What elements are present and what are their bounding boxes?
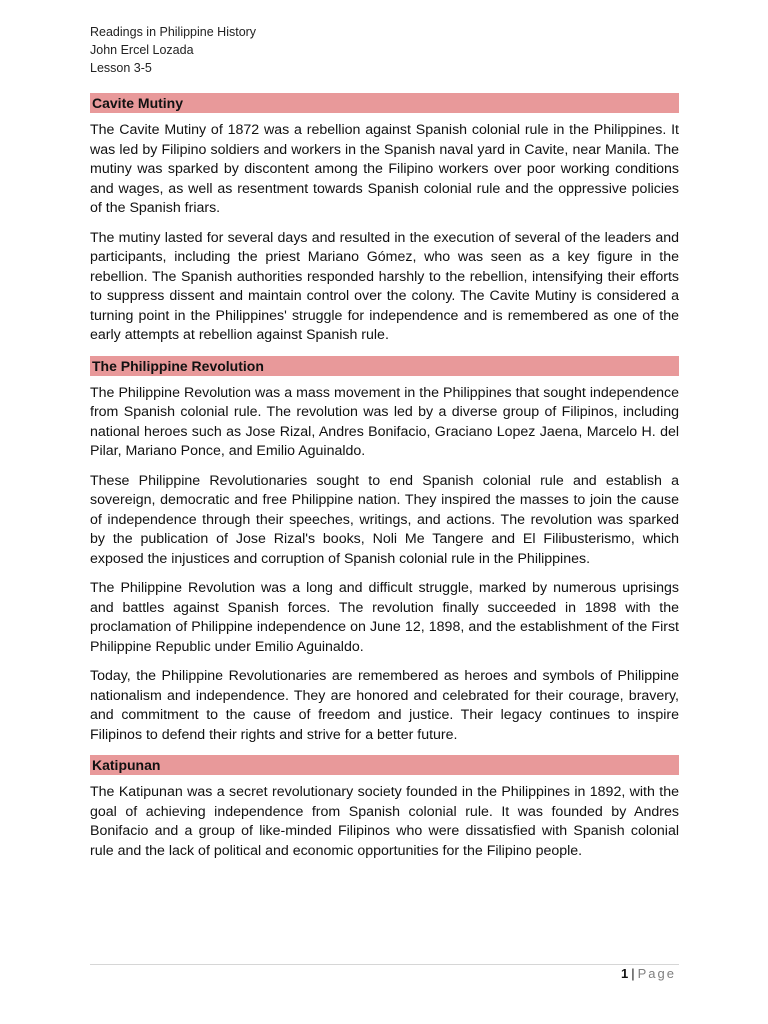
document-header bbox=[90, 23, 256, 77]
paragraph: The Philippine Revolution was a long and difficult struggle, marked by numerous uprisings and battles against Spanish forces. The revolution finally succeeded in 1898 with the proclamation of Philippine independence on June 12, 1898, and the establishment of the First Philippine Republic under Emilio Aguinaldo. bbox=[90, 580, 679, 655]
page-separator: | bbox=[631, 966, 635, 981]
footer-divider bbox=[90, 964, 679, 965]
section-heading-cavite-mutiny: Cavite Mutiny bbox=[90, 93, 679, 113]
paragraph: These Philippine Revolutionaries sought to end Spanish colonial rule and establish a sovereign, democratic and free Philippine nation. They inspired the masses to join the cause of independence through their speeches, writings, and actions. The revolution was sparked by the publication of Jose Rizal's books, Noli Me Tangere and El Filibusterismo, which exposed the injustices and corruption of Spanish colonial rule in the Philippines. bbox=[90, 472, 679, 567]
page-footer bbox=[621, 966, 676, 981]
section-heading-philippine-revolution: The Philippine Revolution bbox=[90, 356, 679, 376]
paragraph: The Cavite Mutiny of 1872 was a rebellion against Spanish colonial rule in the Philippines. It was led by Filipino soldiers and workers in the Spanish naval yard in Cavite, near Manila. The mutiny was sparked by discontent among the Filipino workers over poor working conditions and wages, as well as resentment towards Spanish colonial rule and the oppressive policies of the Spanish friars. bbox=[90, 122, 679, 216]
document-body bbox=[90, 93, 679, 871]
paragraph: The Philippine Revolution was a mass movement in the Philippines that sought independence from Spanish colonial rule. The revolution was led by a diverse group of Filipinos, including national heroes such as Jose Rizal, Andres Bonifacio, Graciano Lopez Jaena, Marcelo H. del Pilar, Mariano Ponce, and Emilio Aguinaldo. bbox=[90, 384, 679, 459]
lesson-label: Lesson 3-5 bbox=[90, 61, 152, 75]
author-name: John Ercel Lozada bbox=[90, 43, 194, 57]
paragraph: The mutiny lasted for several days and resulted in the execution of several of the leaders and participants, including the priest Mariano Gómez, who was seen as a key figure in the rebellion. The Spanish authorities responded harshly to the rebellion, intensifying their efforts to suppress dissent and maintain control over the colony. The Cavite Mutiny is considered a turning point in the Philippines' struggle for independence and is remembered as one of the early attempts at rebellion against Spanish rule. bbox=[90, 229, 679, 343]
paragraph: The Katipunan was a secret revolutionary society founded in the Philippines in 1892, with the goal of achieving independence from Spanish colonial rule. It was founded by Andres Bonifacio and a group of like-minded Filipinos who were dissatisfied with Spanish colonial rule and the lack of political and economic opportunities for the Filipino people. bbox=[90, 784, 679, 859]
paragraph: Today, the Philippine Revolutionaries are remembered as heroes and symbols of Philippine nationalism and independence. They are honored and celebrated for their courage, bravery, and commitment to the cause of freedom and justice. Their legacy continues to inspire Filipinos to defend their rights and strive for a better future. bbox=[90, 668, 679, 743]
course-title: Readings in Philippine History bbox=[90, 25, 257, 39]
page-label: Page bbox=[637, 966, 676, 981]
page-number: 1 bbox=[621, 966, 629, 981]
section-heading-katipunan: Katipunan bbox=[90, 755, 679, 775]
